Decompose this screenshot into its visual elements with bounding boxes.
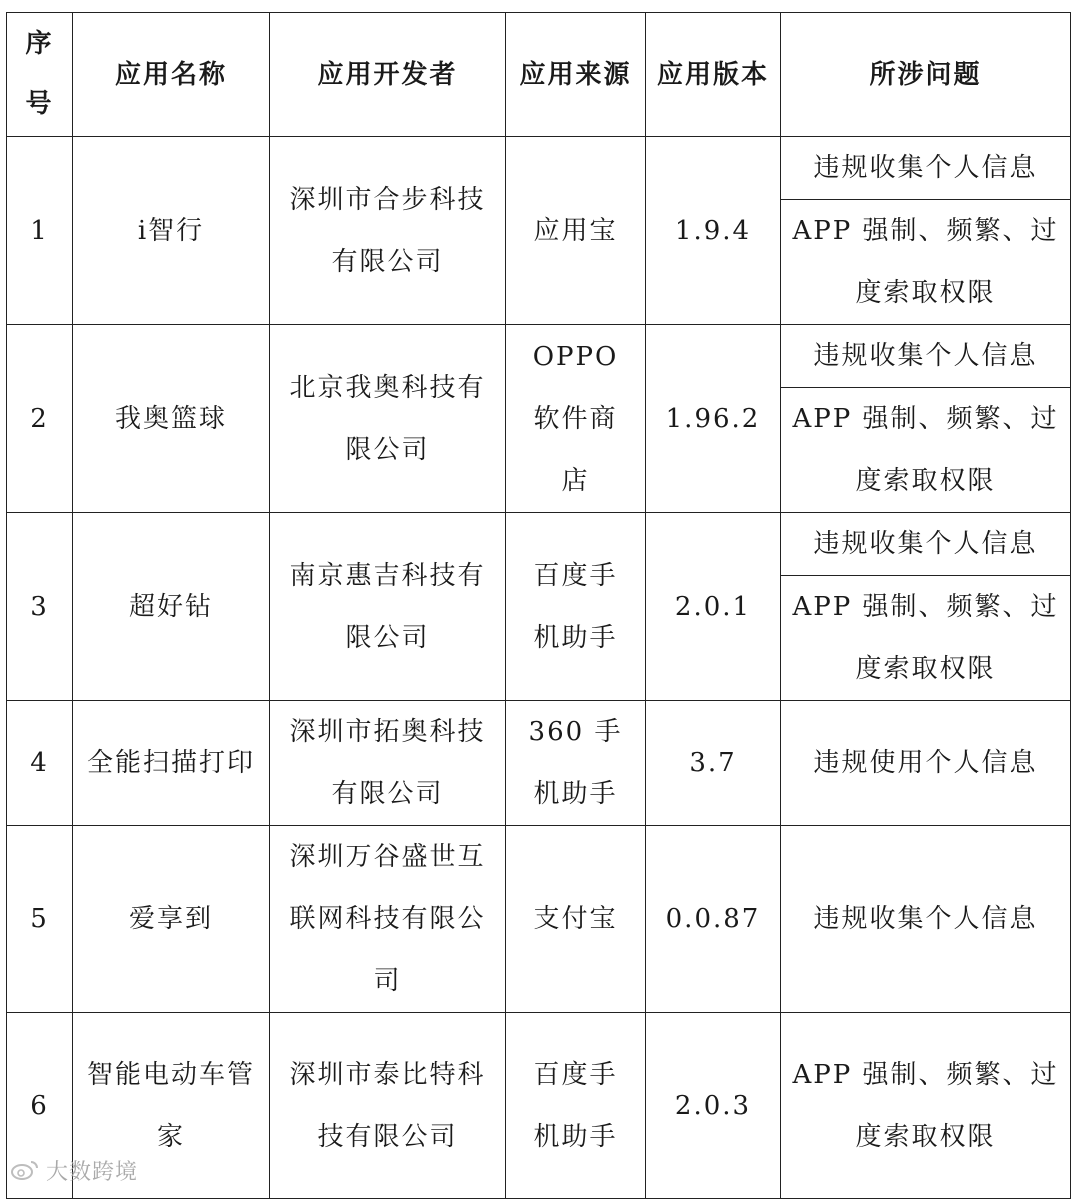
header-version: 应用版本: [646, 13, 781, 137]
cell-source: 支付宝: [506, 826, 646, 1013]
cell-source: OPPO 软件商店: [506, 325, 646, 513]
cell-app-name: i智行: [73, 137, 270, 325]
header-issues: 所涉问题: [781, 13, 1071, 137]
header-index: 序号: [7, 13, 73, 137]
cell-app-name: 全能扫描打印: [73, 701, 270, 826]
cell-index: 6: [7, 1013, 73, 1199]
table-header-row: [7, 13, 1071, 137]
cell-source: 百度手机助手: [506, 1013, 646, 1199]
cell-index: 3: [7, 513, 73, 701]
cell-developer: 深圳市合步科技有限公司: [270, 137, 506, 325]
header-app-name: 应用名称: [73, 13, 270, 137]
cell-version: 3.7: [646, 701, 781, 826]
cell-source: 应用宝: [506, 137, 646, 325]
watermark-text: 大数跨境: [46, 1159, 139, 1185]
cell-developer: 北京我奥科技有限公司: [270, 325, 506, 513]
header-source: 应用来源: [506, 13, 646, 137]
weibo-logo-icon: [10, 1159, 40, 1181]
cell-version: 2.0.1: [646, 513, 781, 701]
cell-version: 1.9.4: [646, 137, 781, 325]
cell-issue: APP 强制、频繁、过度索取权限: [781, 576, 1071, 701]
cell-issue: 违规收集个人信息: [781, 137, 1071, 200]
cell-issue: 违规收集个人信息: [781, 325, 1071, 388]
cell-source: 百度手机助手: [506, 513, 646, 701]
table-row: [7, 701, 1071, 826]
watermark: [10, 1156, 138, 1184]
cell-issue: 违规使用个人信息: [781, 701, 1071, 826]
cell-app-name: 智能电动车管家: [73, 1013, 270, 1199]
cell-index: 1: [7, 137, 73, 325]
cell-developer: 深圳万谷盛世互联网科技有限公司: [270, 826, 506, 1013]
cell-index: 5: [7, 826, 73, 1013]
cell-app-name: 超好钻: [73, 513, 270, 701]
table-row: [7, 137, 1071, 200]
cell-version: 2.0.3: [646, 1013, 781, 1199]
table-row: [7, 826, 1071, 1013]
table-row: [7, 325, 1071, 388]
header-developer: 应用开发者: [270, 13, 506, 137]
cell-source: 360 手机助手: [506, 701, 646, 826]
table-row: [7, 513, 1071, 576]
cell-app-name: 爱享到: [73, 826, 270, 1013]
cell-issue: 违规收集个人信息: [781, 826, 1071, 1013]
cell-developer: 南京惠吉科技有限公司: [270, 513, 506, 701]
apps-issue-table: [6, 12, 1071, 1199]
cell-issue: APP 强制、频繁、过度索取权限: [781, 388, 1071, 513]
table-row: [7, 1013, 1071, 1199]
cell-index: 4: [7, 701, 73, 826]
cell-issue: APP 强制、频繁、过度索取权限: [781, 1013, 1071, 1199]
cell-version: 1.96.2: [646, 325, 781, 513]
cell-issue: 违规收集个人信息: [781, 513, 1071, 576]
table-body: [7, 137, 1071, 1199]
cell-app-name: 我奥篮球: [73, 325, 270, 513]
cell-issue: APP 强制、频繁、过度索取权限: [781, 200, 1071, 325]
cell-developer: 深圳市拓奥科技有限公司: [270, 701, 506, 826]
cell-version: 0.0.87: [646, 826, 781, 1013]
cell-index: 2: [7, 325, 73, 513]
cell-developer: 深圳市泰比特科技有限公司: [270, 1013, 506, 1199]
